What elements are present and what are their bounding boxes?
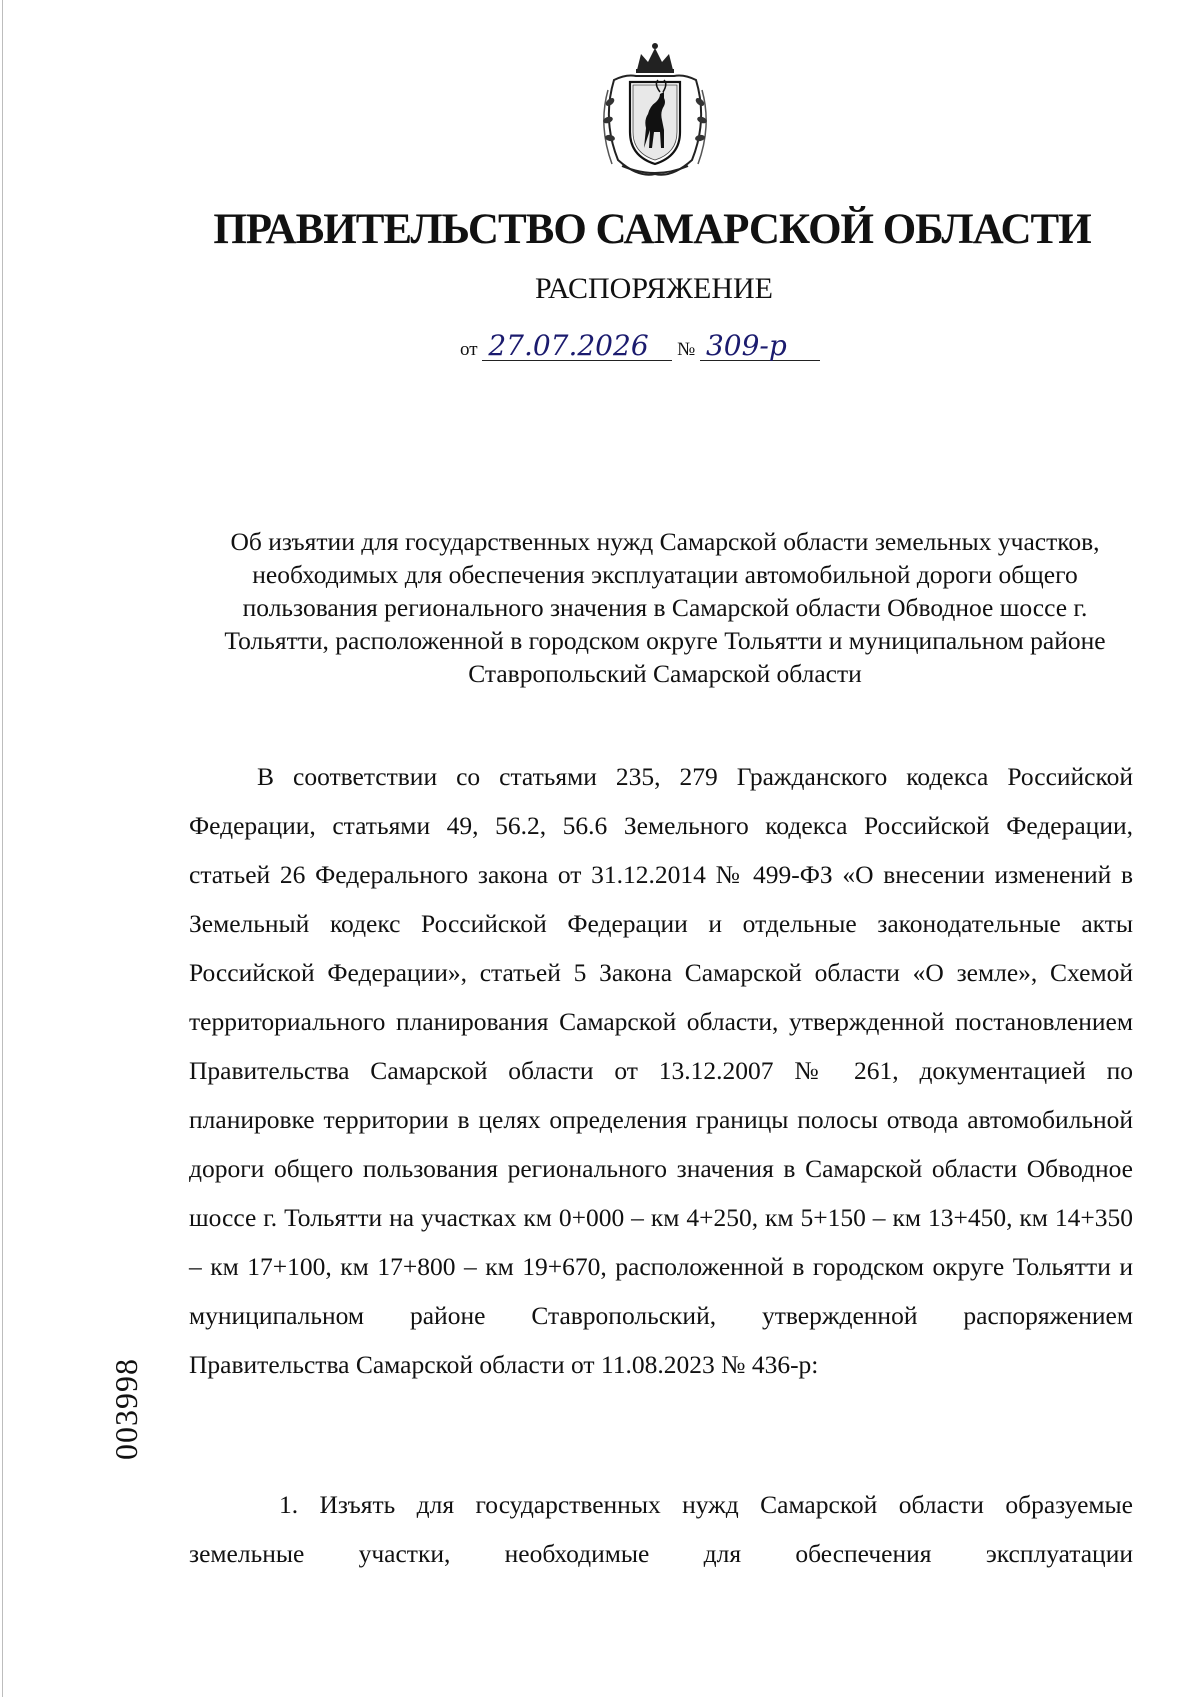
document-type-heading: РАСПОРЯЖЕНИЕ [534,272,774,305]
page-edge-line [2,0,3,1697]
item-1-paragraph: 1. Изъять для государственных нужд Самарской области образуемые земельные участки, необходимые для обеспечения эксплуатации [189,1490,1133,1568]
preamble-paragraph: В соответствии со статьями 235, 279 Гражданского кодекса Российской Федерации, статьями 49, 56.2, 56.6 Земельного кодекса Российской Федерации, статьей 26 Федерального закона от 31.12.2014 № 499-ФЗ «О внесении изменений в Земельный кодекс Российской Федерации и отдельные законодательные акты Российской Федерации», статьей 5 Закона Самарской области «О земле», Схемой территориального планирования Самарской области, утвержденной постановлением Правительства Самарской области от 13.12.2007 № 261, документацией по планировке территории в целях определения границы полосы отвода автомобильной дороги общего пользования регионального значения в Самарской области Обводное шоссе г. Тольятти на участках км 0+000 – км 4+250, км 5+150 – км 13+450, км 14+350 – км 17+100, км 17+800 – км 19+670, расположенной в городском округе Тольятти и муниципальном районе Ставропольский, утвержденной распоряжением Правительства Самарской области от 11.08.2023 № 436-р: [189,762,1133,1379]
date-prefix: от [460,339,478,360]
coat-of-arms-emblem [594,40,716,180]
document-date-handwritten: 27.07.2026 [482,332,672,361]
margin-serial-number: 003998 [108,1358,144,1460]
organization-title: ПРАВИТЕЛЬСТВО САМАРСКОЙ ОБЛАСТИ [213,206,1091,253]
document-number-handwritten: 309-р [700,332,820,361]
number-prefix: № [677,339,696,360]
document-date-number-line [460,329,820,362]
document-subject: Об изъятии для государственных нужд Самарской области земельных участков, необходимых для обеспечения эксплуатации автомобильной дороги общего пользования регионального значения в Самарской области Обводное шоссе г. Тольятти, расположенной в городском округе Тольятти и муниципальном районе Ставропольский Самарской области [224,527,1106,688]
